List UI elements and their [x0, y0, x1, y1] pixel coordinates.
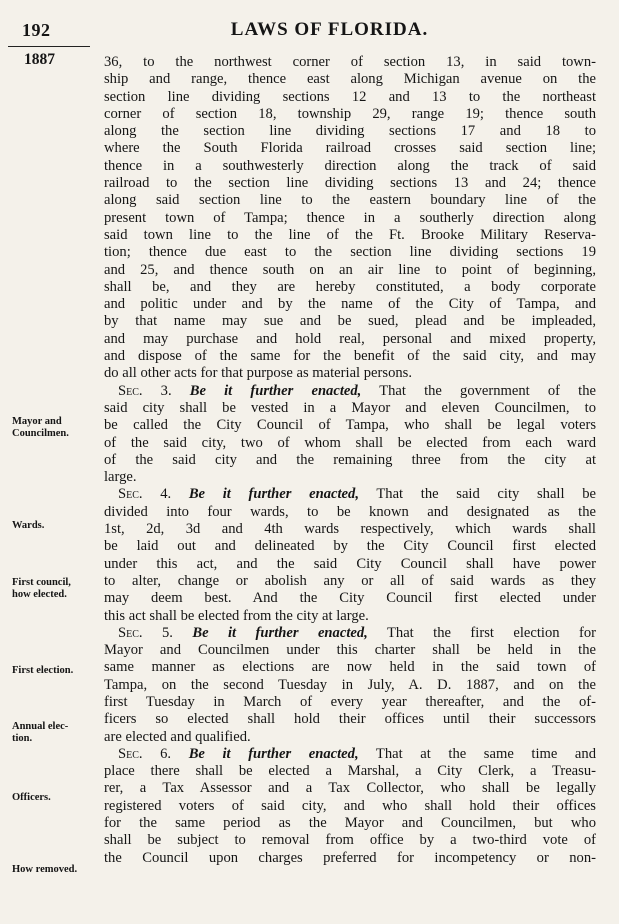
- text-line: along said section line to the eastern boundary line of the: [104, 192, 596, 209]
- text-line: along the section line dividing sections 17 and 18 to: [104, 123, 596, 140]
- text-line: ship and range, thence east along Michigan avenue on the: [104, 71, 596, 88]
- note-first-council: First council, how elected.: [12, 577, 71, 600]
- section-3-text: That the government of the: [361, 382, 596, 399]
- section-6-enactment: Be it further enacted,: [188, 745, 359, 762]
- text-line: shall be subject to removal from office by a two-third vote of: [104, 832, 596, 849]
- text-line: do all other acts for that purpose as material persons.: [104, 365, 412, 382]
- text-line: present town of Tampa; thence in a southerly direction along: [104, 209, 596, 226]
- section-3-enactment: Be it further enacted,: [189, 382, 362, 399]
- text-line: Tampa, on the second Tuesday in July, A. D. 1887, and on the: [104, 676, 596, 693]
- text-line: the Council upon charges preferred for incompetency or non-: [104, 849, 596, 866]
- text-line: are elected and qualified.: [104, 728, 251, 745]
- section-6-label: Sec. 6.: [118, 745, 172, 762]
- text-line: to alter, change or abolish any or all of said wards as they: [104, 572, 596, 589]
- section-3-label: Sec. 3.: [118, 382, 172, 399]
- section-3-first-line: [104, 383, 596, 400]
- section-5-label: Sec. 5.: [118, 624, 173, 641]
- text-line: by that name may sue and be sued, plead and be impleaded,: [104, 313, 596, 330]
- text-line: said town line to the line of the Ft. Brooke Military Reserva-: [104, 226, 596, 243]
- text-line: same manner as elections are now held in the said town of: [104, 659, 596, 676]
- section-4-enactment: Be it further enacted,: [188, 486, 359, 503]
- text-line: corner of section 18, township 29, range 19; thence south: [104, 105, 596, 122]
- text-line: be laid out and delineated by the City Council first elected: [104, 538, 596, 555]
- header-rule: [8, 46, 90, 47]
- note-first-election: First election.: [12, 665, 74, 676]
- paragraph-boundaries: [104, 54, 596, 383]
- text-line: of the said city and the remaining three from the city at: [104, 451, 596, 468]
- text-line: tion; thence due east to the section line dividing sections 19: [104, 244, 596, 261]
- text-line: railroad to the section line dividing sections 13 and 24; thence: [104, 175, 596, 192]
- year-label: 1887: [24, 51, 55, 68]
- note-wards: Wards.: [12, 520, 45, 531]
- note-annual-election: Annual elec- tion.: [12, 721, 69, 744]
- running-head: LAWS OF FLORIDA.: [230, 19, 429, 40]
- section-4-first-line: [104, 486, 596, 503]
- text-line: and dispose of the same for the benefit of the said city, and may: [104, 348, 596, 365]
- section-4-label: Sec. 4.: [118, 486, 172, 503]
- text-line: section line dividing sections 12 and 13 to the northeast: [104, 88, 596, 105]
- text-line: thence in a southwesterly direction along the track of said: [104, 157, 596, 174]
- section-5: [104, 625, 596, 746]
- section-6: [104, 746, 596, 867]
- text-line: shall be, and they are hereby constituted, a body corporate: [104, 278, 596, 295]
- text-line: 36, to the northwest corner of section 13, in said town-: [104, 54, 596, 70]
- text-line: under this act, and the said City Council shall have power: [104, 555, 596, 572]
- page-number: 192: [22, 20, 51, 40]
- note-mayor-and-councilmen: Mayor and Councilmen.: [12, 416, 69, 439]
- text-line: Mayor and Councilmen under this charter shall be held in the: [104, 642, 596, 659]
- text-line: first Tuesday in March of every year thereafter, and the of-: [104, 693, 596, 710]
- text-line: divided into four wards, to be known and designated as the: [104, 503, 596, 520]
- text-line: may deem best. And the City Council first elected under: [104, 590, 596, 607]
- text-line: rer, a Tax Assessor and a Tax Collector, who shall be legally: [104, 780, 596, 797]
- text-line: place there shall be elected a Marshal, a City Clerk, a Treasu-: [104, 763, 596, 780]
- statute-body: [104, 54, 596, 867]
- text-line: registered voters of said city, and who shall hold their offices: [104, 797, 596, 814]
- text-line: and may purchase and hold real, personal and mixed property,: [104, 330, 596, 347]
- note-officers: Officers.: [12, 792, 51, 803]
- section-4-text: That the said city shall be: [358, 486, 596, 503]
- section-6-first-line: [104, 746, 596, 763]
- text-line: for the same period as the Mayor and Councilmen, but who: [104, 815, 596, 832]
- section-5-first-line: [104, 625, 596, 642]
- text-line: large.: [104, 469, 137, 486]
- text-line: this act shall be elected from the city at large.: [104, 607, 369, 624]
- text-line: said city shall be vested in a Mayor and eleven Councilmen, to: [104, 399, 596, 416]
- text-line: 1st, 2d, 3d and 4th wards respectively, which wards shall: [104, 521, 596, 538]
- text-line: where the South Florida railroad crosses said section line;: [104, 140, 596, 157]
- section-5-text: That the first election for: [367, 624, 596, 641]
- text-line: and 25, and thence south on an air line to point of beginning,: [104, 261, 596, 278]
- text-line: ficers so elected shall hold their offices until their successors: [104, 711, 596, 728]
- text-line: be called the City Council of Tampa, who shall be legal voters: [104, 417, 596, 434]
- section-3: [104, 383, 596, 487]
- section-6-text: That at the same time and: [358, 745, 596, 762]
- section-4: [104, 486, 596, 624]
- note-how-removed: How removed.: [12, 864, 78, 875]
- text-line: and politic under and by the name of the City of Tampa, and: [104, 296, 596, 313]
- section-5-enactment: Be it further enacted,: [192, 624, 368, 641]
- text-line: of the said city, two of whom shall be elected from each ward: [104, 434, 596, 451]
